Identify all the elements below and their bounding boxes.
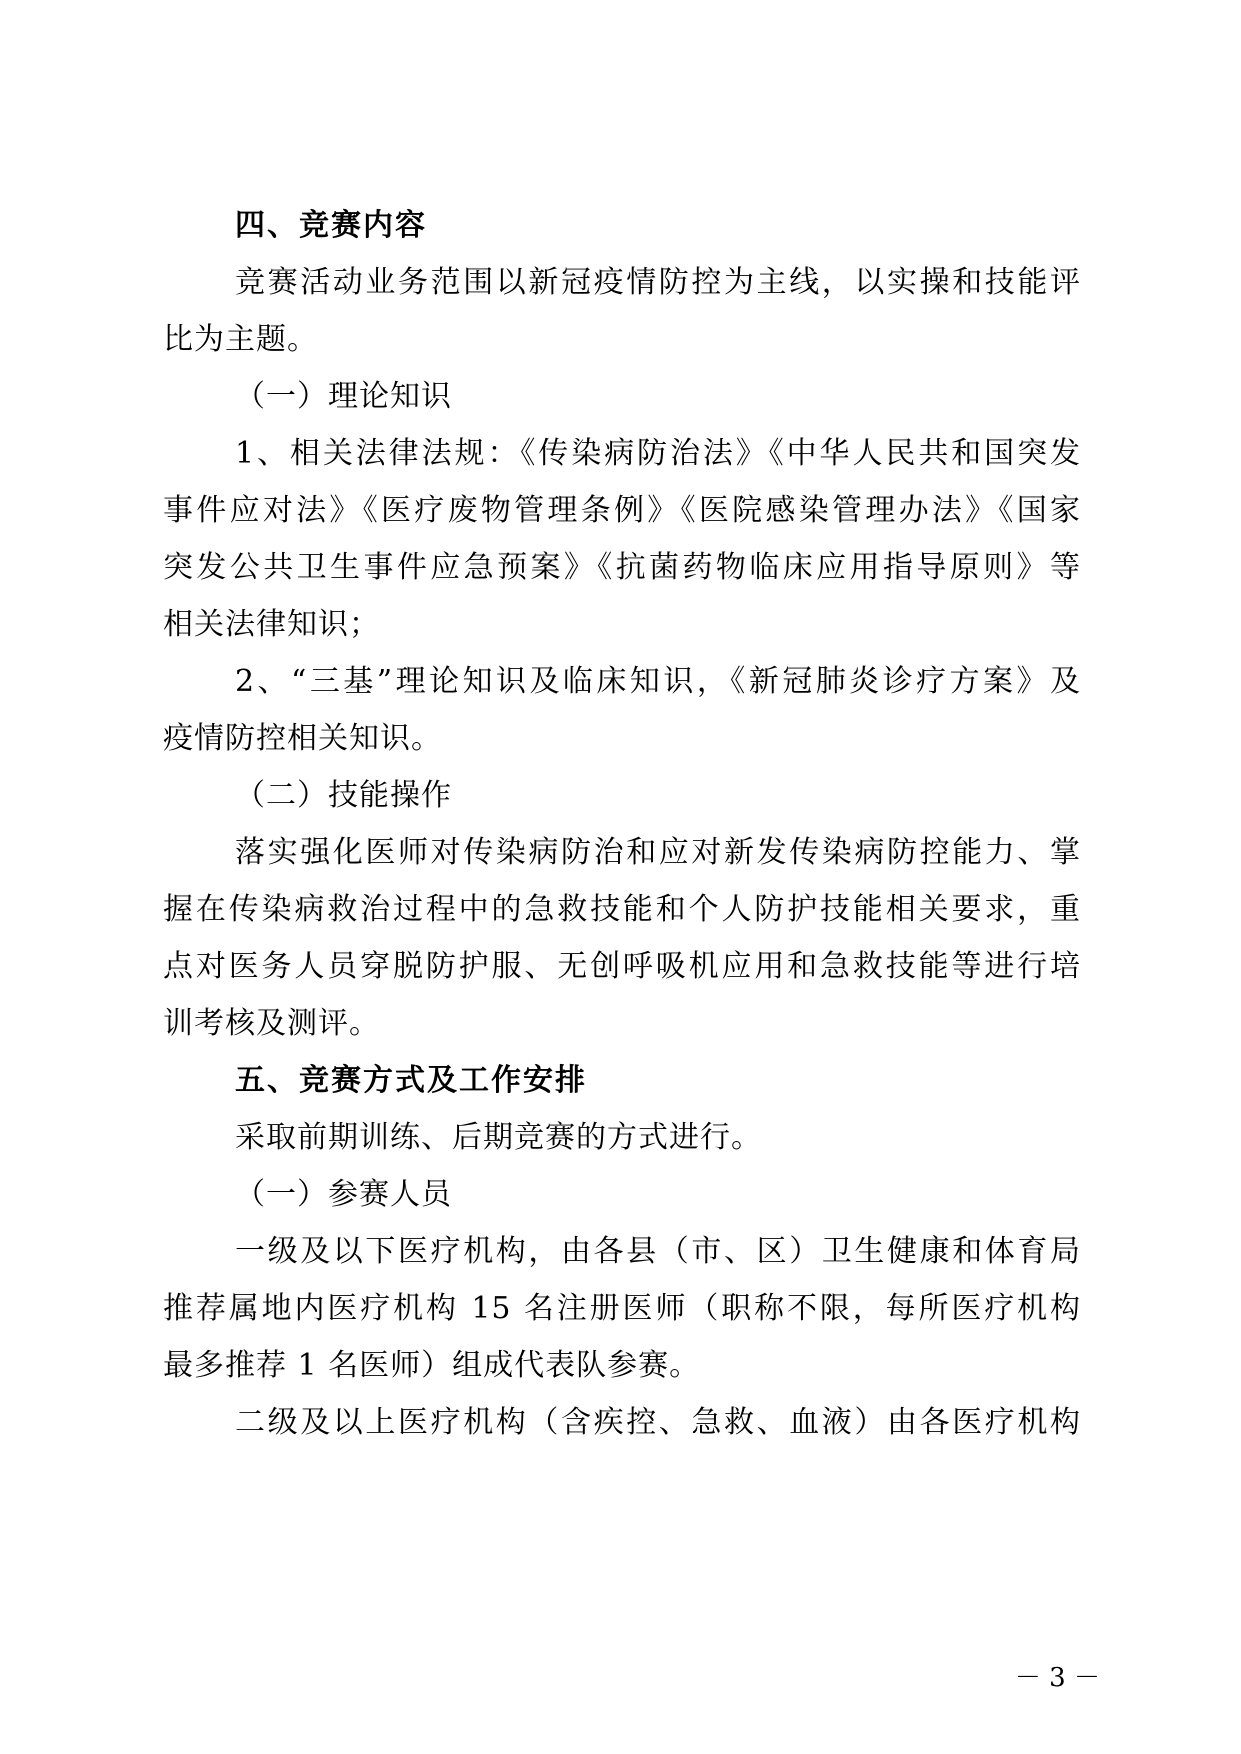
paragraph-line: 1、相关法律法规：《传染病防治法》《中华人民共和国突发 — [235, 436, 1081, 471]
subheading-theory-knowledge: （一）理论知识 — [235, 379, 452, 414]
paragraph-line: 采取前期训练、后期竞赛的方式进行。 — [235, 1120, 762, 1155]
subheading-skill-operation: （二）技能操作 — [235, 778, 452, 813]
subheading-participants: （一）参赛人员 — [235, 1177, 452, 1212]
paragraph-line: 一级及以下医疗机构，由各县（市、区）卫生健康和体育局 — [235, 1234, 1081, 1269]
page-number: － 3 － — [1014, 1663, 1100, 1693]
section-heading-competition-content: 四、竞赛内容 — [235, 208, 427, 243]
paragraph-line: 相关法律知识； — [163, 607, 380, 642]
paragraph-line: 2、“三基”理论知识及临床知识，《新冠肺炎诊疗方案》及 — [235, 664, 1081, 699]
paragraph-line: 最多推荐 1 名医师）组成代表队参赛。 — [163, 1348, 701, 1383]
paragraph-line: 训考核及测评。 — [163, 1006, 380, 1041]
paragraph-line: 落实强化医师对传染病防治和应对新发传染病防控能力、掌 — [235, 835, 1081, 870]
paragraph-line: 二级及以上医疗机构（含疾控、急救、血液）由各医疗机构 — [235, 1405, 1081, 1440]
section-heading-competition-method: 五、竞赛方式及工作安排 — [235, 1063, 587, 1098]
paragraph-line: 突发公共卫生事件应急预案》《抗菌药物临床应用指导原则》等 — [163, 550, 1081, 585]
paragraph-line: 推荐属地内医疗机构 15 名注册医师（职称不限，每所医疗机构 — [163, 1291, 1081, 1326]
paragraph-line: 点对医务人员穿脱防护服、无创呼吸机应用和急救技能等进行培 — [163, 949, 1081, 984]
paragraph-line: 握在传染病救治过程中的急救技能和个人防护技能相关要求，重 — [163, 892, 1081, 927]
paragraph-line: 事件应对法》《医疗废物管理条例》《医院感染管理办法》《国家 — [163, 493, 1081, 528]
paragraph-line: 比为主题。 — [163, 322, 318, 357]
paragraph-line: 疫情防控相关知识。 — [163, 721, 442, 756]
paragraph-line: 竞赛活动业务范围以新冠疫情防控为主线，以实操和技能评 — [235, 265, 1081, 300]
